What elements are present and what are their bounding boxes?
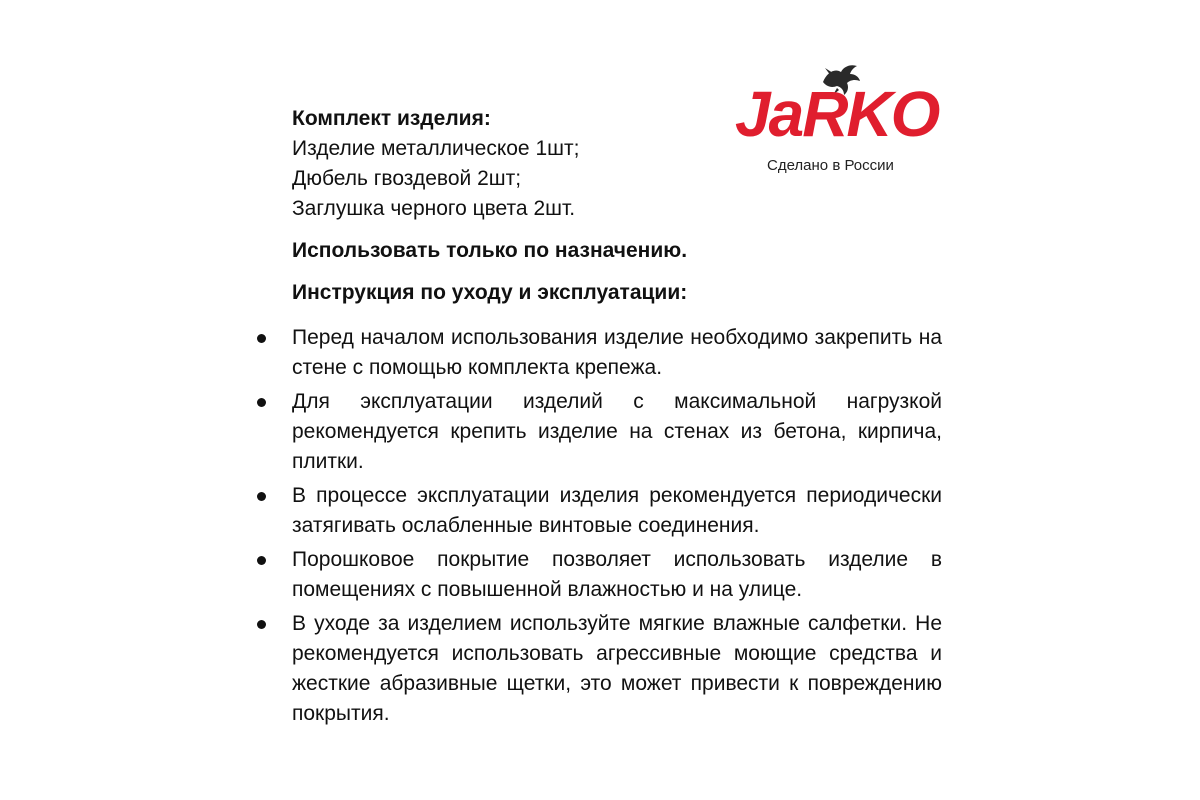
care-list-item (292, 387, 942, 477)
care-item-text: Перед началом использования изделие необходимо закрепить на стене с помощью комплекта крепежа. (292, 326, 942, 379)
care-item-text: В процессе эксплуатации изделия рекомендуется периодически затягивать ослабленные винтовые соединения. (292, 484, 942, 537)
bullet-icon (257, 620, 266, 629)
care-list (292, 323, 942, 729)
kit-item: Дюбель гвоздевой 2шт; (292, 167, 522, 190)
kit-item: Заглушка черного цвета 2шт. (292, 197, 576, 220)
care-title: Инструкция по уходу и эксплуатации: (292, 281, 688, 304)
care-list-item (292, 609, 942, 729)
care-item-text: Порошковое покрытие позволяет использовать изделие в помещениях с повышенной влажностью и на улице. (292, 548, 942, 601)
bullet-icon (257, 556, 266, 565)
kit-item: Изделие металлическое 1шт; (292, 137, 580, 160)
bullet-icon (257, 398, 266, 407)
kit-title: Комплект изделия: (292, 107, 491, 130)
care-list-item (292, 545, 942, 605)
care-list-item (292, 323, 942, 383)
instruction-document (292, 104, 942, 733)
usage-note: Использовать только по назначению. (292, 239, 688, 262)
care-list-item (292, 481, 942, 541)
brand-tagline: Сделано в России (767, 157, 894, 174)
bullet-icon (257, 492, 266, 501)
brand-wordmark: JaRKO (735, 78, 939, 150)
care-item-text: В уходе за изделием используйте мягкие влажные салфетки. Не рекомендуется использовать агрессивные моющие средства и жесткие абразивные щетки, это может привести к повреждению покрытия. (292, 612, 942, 725)
care-item-text: Для эксплуатации изделий с максимальной нагрузкой рекомендуется крепить изделие на стенах из бетона, кирпича, плитки. (292, 390, 942, 473)
bullet-icon (257, 334, 266, 343)
